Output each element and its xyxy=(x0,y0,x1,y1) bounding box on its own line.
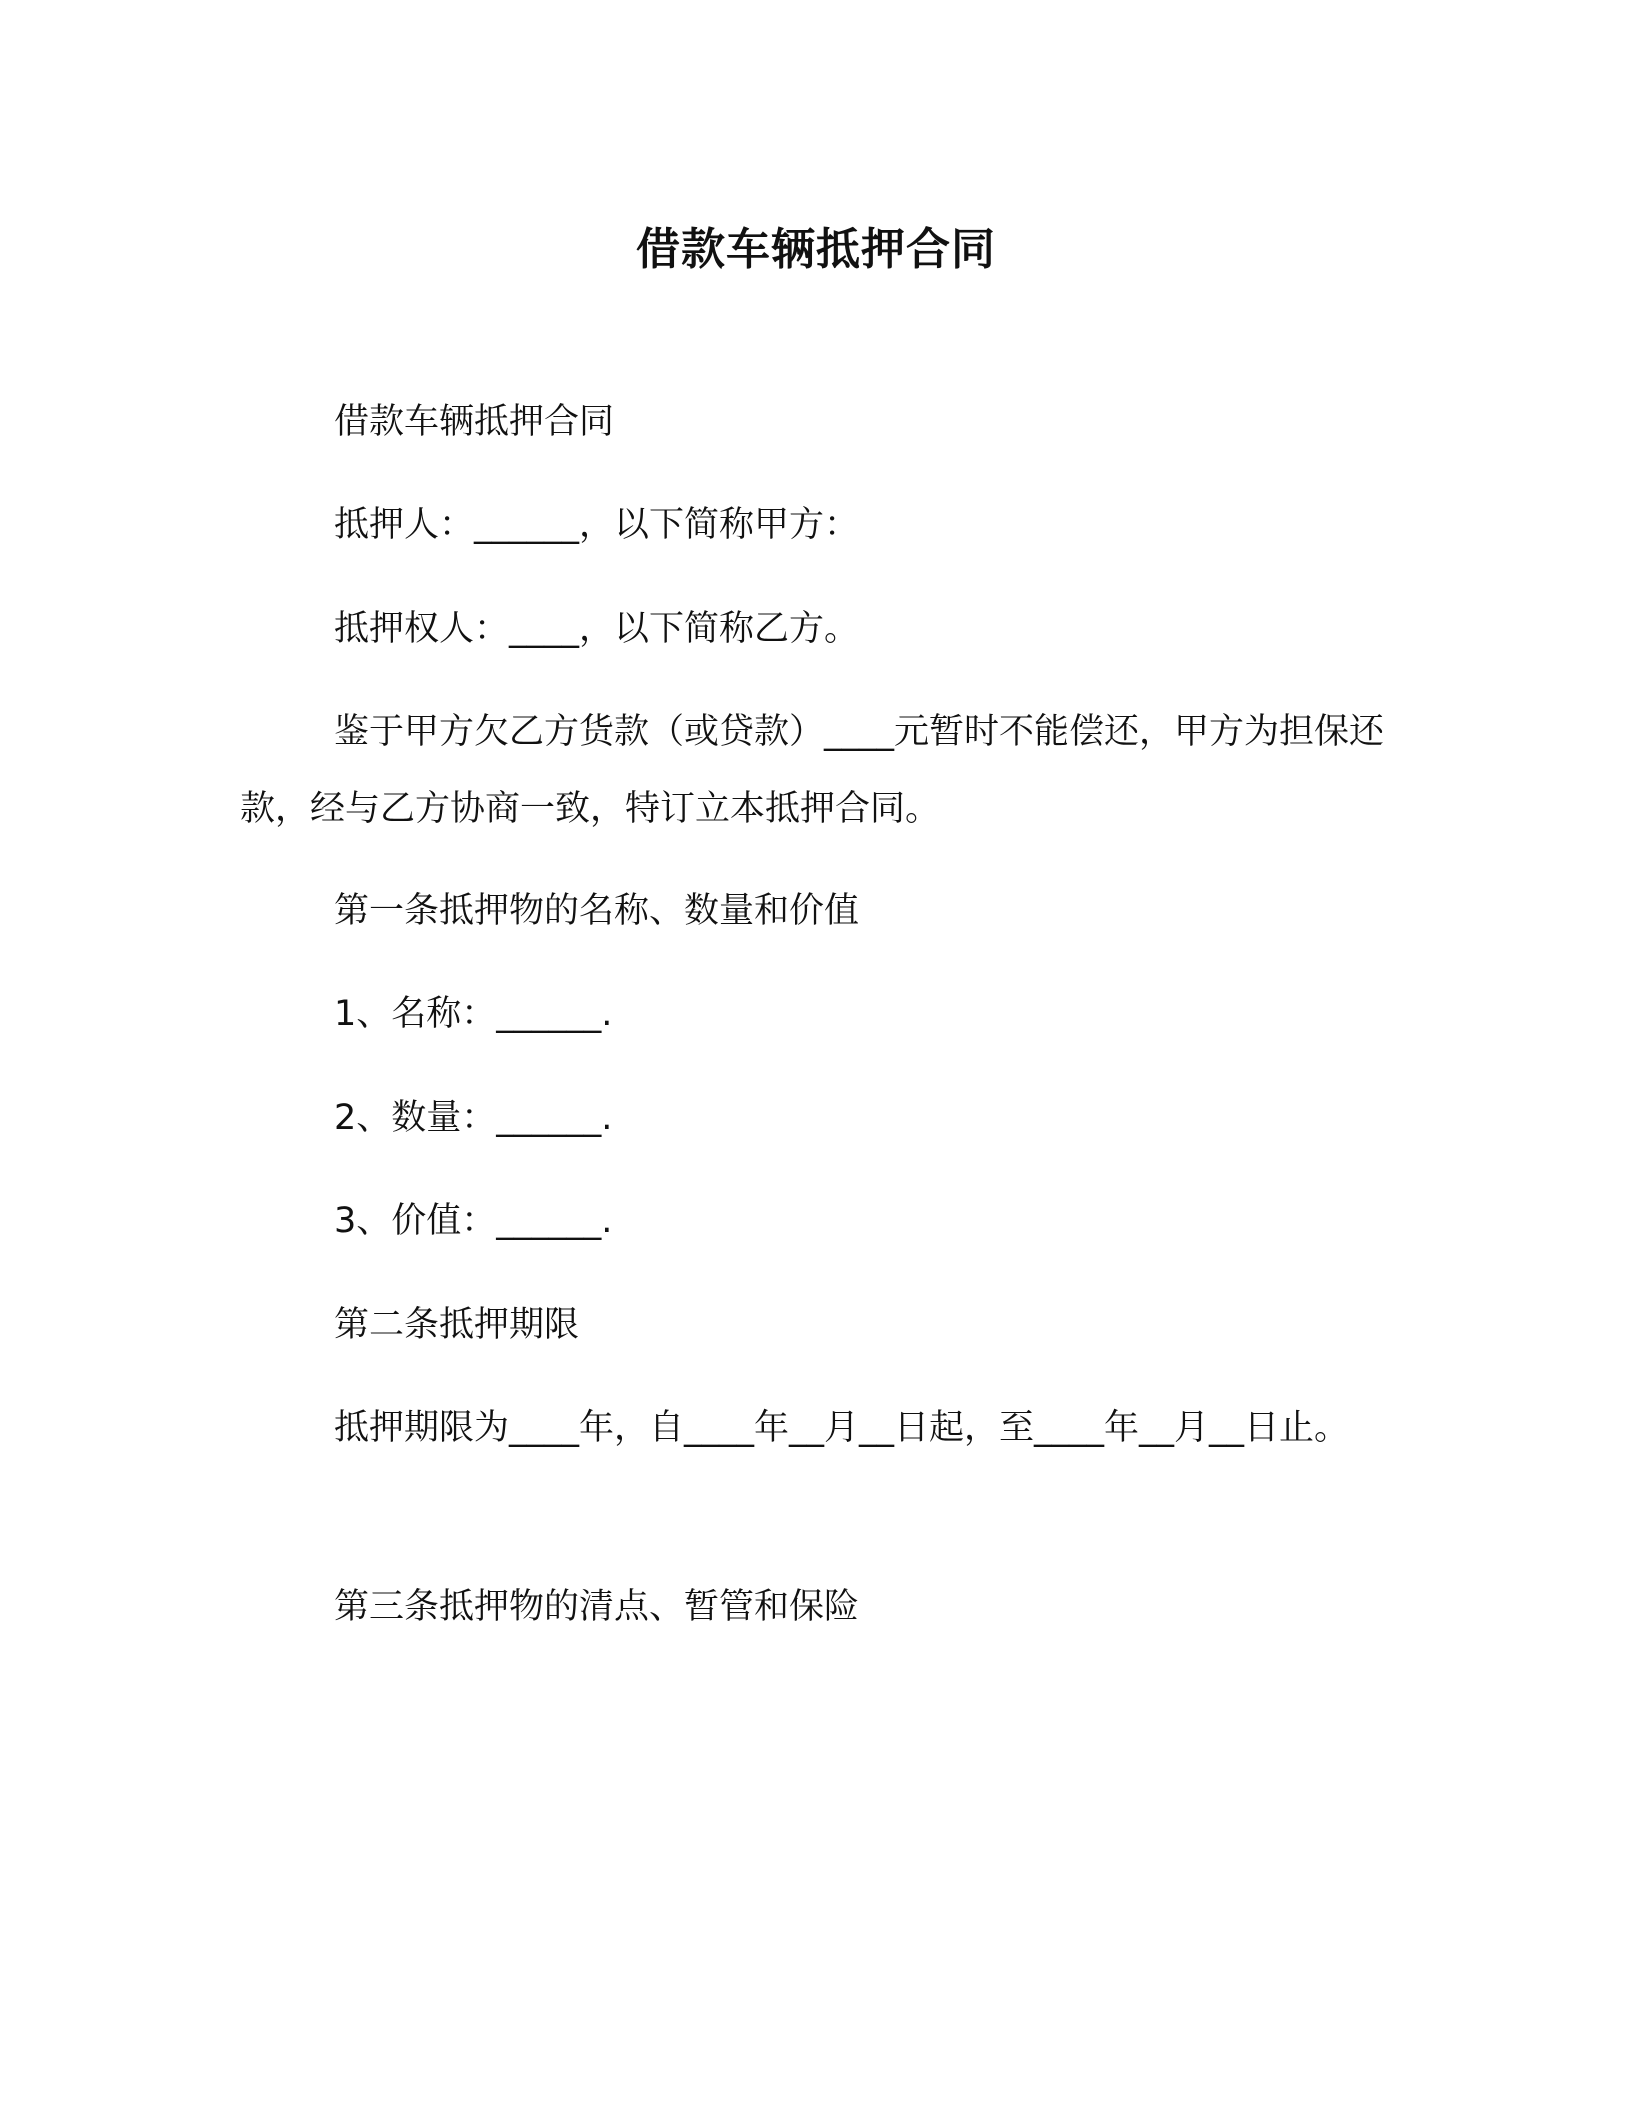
paragraph-mortgagee: 抵押权人：____，以下简称乙方。 xyxy=(334,609,860,649)
clause-1-item-name: 1、名称：______. xyxy=(334,994,613,1034)
clause-2-text: 抵押期限为____年，自____年__月__日起，至____年__月__日止。 xyxy=(334,1408,1350,1448)
document-title: 借款车辆抵押合同 xyxy=(636,224,996,275)
clause-1-heading: 第一条抵押物的名称、数量和价值 xyxy=(334,891,860,931)
clause-3-heading: 第三条抵押物的清点、暂管和保险 xyxy=(334,1587,860,1627)
clause-1-item-value: 3、价值：______. xyxy=(334,1201,613,1241)
clause-1-item-quantity: 2、数量：______. xyxy=(334,1098,613,1138)
paragraph-mortgagor: 抵押人：______，以下简称甲方： xyxy=(334,505,860,545)
clause-2-heading: 第二条抵押期限 xyxy=(334,1305,580,1345)
paragraph-subtitle: 借款车辆抵押合同 xyxy=(334,402,615,442)
paragraph-preamble: 鉴于甲方欠乙方货款（或贷款）____元暂时不能偿还，甲方为担保还款，经与乙方协商一致，特订立本抵押合同。 xyxy=(240,712,1385,829)
